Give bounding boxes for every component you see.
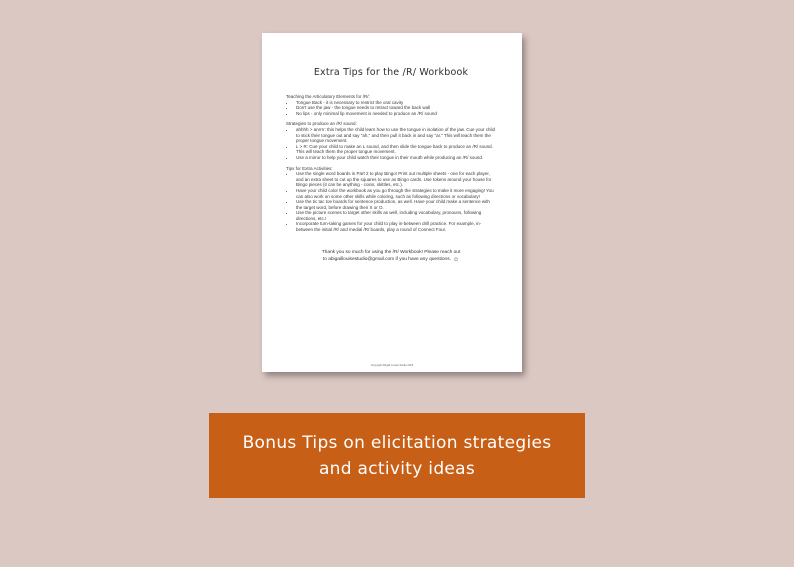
- bullet-list: [286, 100, 496, 117]
- thank-you-note: [286, 249, 496, 263]
- bullet-list: [286, 171, 496, 233]
- list-item: • Use the single word boards in Part 2 to play Bingo! Print out multiple sheets - one for each player, and an extra sheet to cut up the squares to use as Bingo cards. Use tokens around your house for Bingo pieces (it can be anything - coins, skittles, etc.).: [295, 171, 496, 188]
- copyright-footer: Copyright Abigail Louise Studio 2023: [370, 364, 414, 367]
- section-heading: Strategies to produce an /R/ sound:: [286, 121, 357, 127]
- list-item: • ahhhh > anrrrr: this helps the child learn how to use the tongue in isolation of the jaw. Cue your child to stick their tongue out and say "ah," and then pull it back in and say "ar." This will teach them the proper tongue movement.: [295, 127, 496, 144]
- smiley-icon: ☺: [452, 256, 460, 263]
- banner-line-2: and activity ideas: [318, 458, 476, 479]
- thank-you-line: Thank you so much for using the /R/ Workbook! Please reach out: [321, 249, 461, 255]
- list-item: • Have your child color the workbook as you go through the strategies to make it more engaging! You can also work on some other skills while coloring, such as following directions or vocabulary!: [295, 188, 496, 199]
- list-item: • Don't use the jaw - the tongue needs to retract toward the back wall: [295, 105, 496, 111]
- banner-text: [217, 430, 577, 482]
- promo-banner: [209, 413, 585, 498]
- list-item: • Use the tic tac toe boards for sentence production, as well. Have your child make a sentence with the target word, before drawing their X or O.: [295, 199, 496, 210]
- list-item: • Tongue Back - it is necessary to restrict the oral cavity: [295, 100, 496, 106]
- section-articulatory-elements: [286, 94, 496, 116]
- section-heading: Teaching the Articulatory Elements for /R/:: [286, 94, 370, 99]
- bullet-list: [286, 127, 496, 161]
- workbook-page-preview: [262, 33, 522, 372]
- contact-line: [286, 256, 496, 263]
- list-item: • Incorporate turn-taking games for your child to play in-between drill practice. For example, in-between the initial /R/ and medial /R/ boards, play a round of Connect Four.: [295, 221, 496, 232]
- list-item: • Use the picture scenes to target other skills as well, including vocabulary, pronouns, following directions, etc.!: [295, 210, 496, 221]
- page-title: Extra Tips for the /R/ Workbook: [313, 67, 469, 78]
- section-heading: Tips for Extra Activities:: [286, 165, 333, 171]
- section-extra-activities: [286, 166, 496, 233]
- list-item: • No lips - only minimal lip movement is needed to produce an /R/ sound: [295, 111, 496, 117]
- list-item: • Use a mirror to help your child watch their tongue in their mouth while producing an /R/ sound.: [295, 155, 496, 161]
- section-strategies: [286, 121, 496, 160]
- contact-text: to abigaillouisestudio@gmail.com if you have any questions.: [322, 256, 451, 262]
- list-item: • L > R: Cue your child to make an L sound, and then slide the tongue back to produce an /R/ sound. This will teach them the proper tongue movement.: [295, 144, 496, 155]
- banner-line-1: Bonus Tips on elicitation strategies: [242, 432, 552, 453]
